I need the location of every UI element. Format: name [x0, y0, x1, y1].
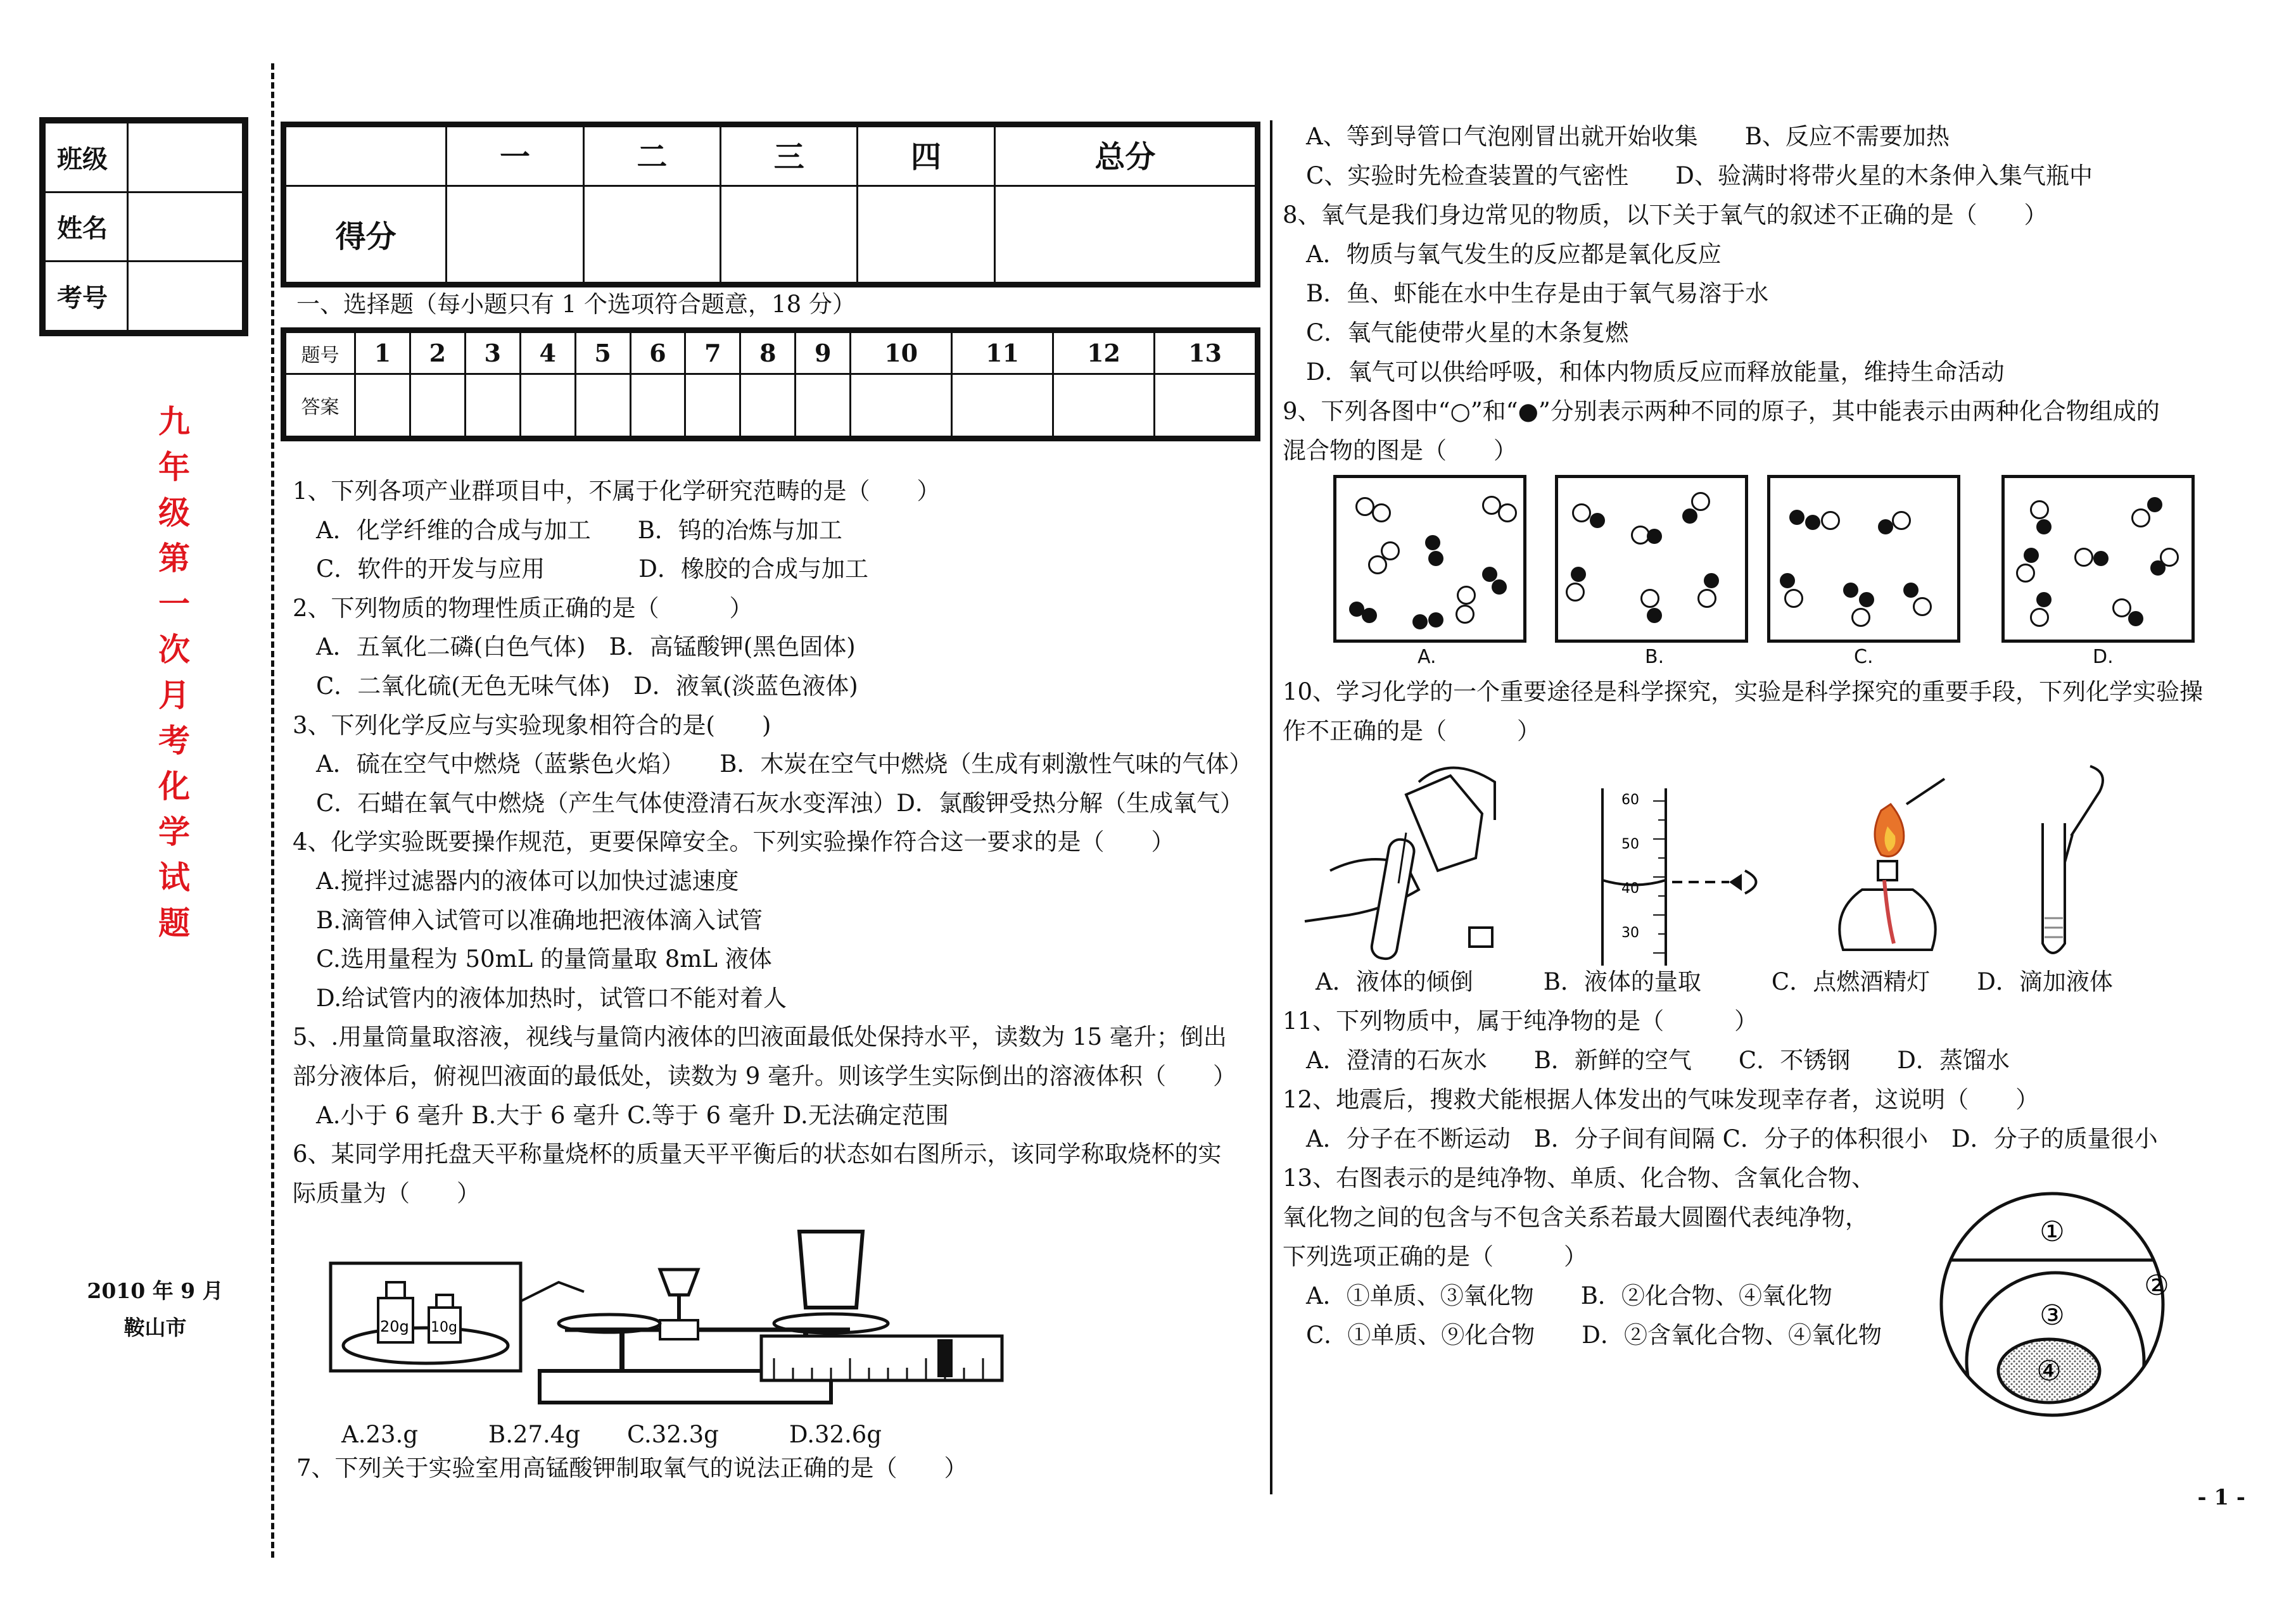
venn-label-2: ② — [2144, 1270, 2169, 1302]
q9-label-d: D. — [2093, 646, 2114, 668]
alcohol-lamp-figure — [1818, 766, 1963, 969]
question-number-cell: 12 — [1053, 332, 1155, 374]
score-header-total: 总分 — [994, 127, 1255, 186]
answer-label: 答案 — [286, 374, 355, 437]
question-line: 部分液体后，俯视凹液面的最低处，读数为 9 毫升。则该学生实际倒出的溶液体积（ ） — [293, 1063, 1237, 1090]
answer-cell[interactable] — [1155, 374, 1256, 437]
class-label: 班级 — [45, 123, 128, 192]
location-line: 鞍山市 — [124, 1315, 187, 1340]
q9-box-b — [1555, 475, 1748, 643]
score-header-3: 三 — [721, 127, 858, 186]
question-line: 8、氧气是我们身边常见的物质，以下关于氧气的叙述不正确的是（ ） — [1283, 201, 2048, 229]
answer-cell[interactable] — [355, 374, 410, 437]
q9-label-a: A. — [1418, 646, 1437, 668]
score-cell[interactable] — [447, 186, 583, 282]
section1-title: 一、选择题（每小题只有 1 个选项符合题意，18 分） — [296, 291, 856, 318]
dropper-figure — [2014, 760, 2122, 969]
question-line: 11、下列物质中，属于纯净物的是（ ） — [1283, 1007, 1758, 1035]
question-line: 混合物的图是（ ） — [1283, 437, 1517, 464]
question-number-cell: 3 — [465, 332, 520, 374]
column-divider — [1270, 120, 1272, 1494]
answer-table — [281, 327, 1260, 441]
question-line: 3、下列化学反应与实验现象相符合的是( ) — [293, 711, 771, 739]
q9-box-d — [2001, 475, 2195, 643]
question-line: A．五氧化二磷(白色气体) B．高锰酸钾(黑色固体) — [293, 633, 856, 661]
name-label: 姓名 — [45, 192, 128, 262]
tick-30: 30 — [1621, 925, 1639, 941]
answer-cell[interactable] — [685, 374, 740, 437]
answer-cell[interactable] — [410, 374, 465, 437]
graduated-cylinder-figure — [1583, 782, 1780, 972]
question-number-cell: 9 — [796, 332, 851, 374]
question-line: A．硫在空气中燃烧（蓝紫色火焰） B．木炭在空气中燃烧（生成有刺激性气味的气体） — [293, 750, 1253, 778]
question-line: 氧化物之间的包含与不包含关系若最大圆圈代表纯净物， — [1283, 1204, 1868, 1231]
score-cell[interactable] — [994, 186, 1255, 282]
answer-cell[interactable] — [796, 374, 851, 437]
student-info-box — [39, 117, 248, 336]
question-number-cell: 2 — [410, 332, 465, 374]
question-number-cell: 11 — [952, 332, 1053, 374]
class-field[interactable] — [128, 123, 243, 192]
score-header-2: 二 — [583, 127, 720, 186]
question-line: A．①单质、③氧化物 B．②化合物、④氧化物 — [1283, 1282, 1832, 1309]
question-line: 作不正确的是（ ） — [1283, 717, 1540, 745]
question-line: 13、右图表示的是纯净物、单质、化合物、含氧化合物、 — [1283, 1164, 1875, 1192]
vertical-exam-title: 九年级第一次月考化学试题 — [158, 403, 190, 942]
q10-options: A．液体的倾倒 B．液体的量取 C．点燃酒精灯 D．滴加液体 — [1292, 968, 2113, 995]
q9-box-a — [1333, 475, 1526, 643]
question-line: C．①单质、⑨化合物 D．②含氧化合物、④氧化物 — [1283, 1321, 1882, 1349]
score-cell[interactable] — [721, 186, 858, 282]
answer-cell[interactable] — [1053, 374, 1155, 437]
question-number-cell: 10 — [851, 332, 952, 374]
question-line: 1、下列各项产业群项目中，不属于化学研究范畴的是（ ） — [293, 477, 941, 505]
question-line: 9、下列各图中“○”和“●”分别表示两种不同的原子，其中能表示由两种化合物组成的 — [1283, 398, 2160, 425]
weight-20g-label: 20g — [380, 1318, 409, 1335]
score-header-1: 一 — [447, 127, 583, 186]
answer-cell[interactable] — [465, 374, 520, 437]
tick-50: 50 — [1621, 836, 1639, 852]
question-line: D.给试管内的液体加热时，试管口不能对着人 — [293, 984, 787, 1012]
score-cell[interactable] — [583, 186, 720, 282]
question-line: A．分子在不断运动 B．分子间有间隔 C．分子的体积很小 D．分子的质量很小 — [1283, 1125, 2158, 1152]
page-number: - 1 - — [2197, 1485, 2245, 1510]
question-line: B.滴管伸入试管可以准确地把液体滴入试管 — [293, 906, 763, 934]
q9-label-b: B. — [1645, 646, 1665, 668]
question-line: 2、下列物质的物理性质正确的是（ ） — [293, 594, 753, 622]
date-line: 2010 年 9 月 — [87, 1278, 224, 1303]
question-line: C.选用量程为 50mL 的量筒量取 8mL 液体 — [293, 945, 772, 973]
score-cell[interactable] — [858, 186, 994, 282]
question-line: 12、地震后，搜救犬能根据人体发出的气味发现幸存者，这说明（ ） — [1283, 1086, 2039, 1113]
binding-dashed-line — [271, 63, 274, 1558]
q7-text: 7、下列关于实验室用高锰酸钾制取氧气的说法正确的是（ ） — [296, 1454, 968, 1482]
venn-label-3: ③ — [2039, 1299, 2065, 1332]
balance-figure — [318, 1213, 1008, 1409]
exam-number-field[interactable] — [128, 262, 243, 331]
question-number-cell: 4 — [520, 332, 575, 374]
question-line: 5、.用量筒量取溶液，视线与量筒内液体的凹液面最低处保持水平，读数为 15 毫升；倒出 — [293, 1023, 1227, 1051]
question-number-cell: 13 — [1155, 332, 1256, 374]
question-number-cell: 7 — [685, 332, 740, 374]
tick-40: 40 — [1621, 881, 1639, 897]
pouring-liquid-figure — [1292, 757, 1501, 966]
question-line: A.小于 6 毫升 B.大于 6 毫升 C.等于 6 毫升 D.无法确定范围 — [293, 1101, 949, 1129]
question-line: C．软件的开发与应用 D．橡胶的合成与加工 — [293, 555, 868, 583]
answer-cell[interactable] — [575, 374, 630, 437]
score-header-blank — [286, 127, 447, 186]
question-line: A．化学纤维的合成与加工 B．钨的冶炼与加工 — [293, 516, 842, 544]
q6-options: A.23.g B.27.4g C.32.3g D.32.6g — [318, 1421, 882, 1448]
score-header-4: 四 — [858, 127, 994, 186]
q9-box-c — [1767, 475, 1960, 643]
question-line: A．澄清的石灰水 B．新鲜的空气 C．不锈钢 D．蒸馏水 — [1283, 1047, 2010, 1074]
question-number-cell: 6 — [630, 332, 685, 374]
question-line: C、实验时先检查装置的气密性 D、验满时将带火星的木条伸入集气瓶中 — [1283, 162, 2093, 189]
question-line: A.搅拌过滤器内的液体可以加快过滤速度 — [293, 867, 739, 895]
question-number-cell: 5 — [575, 332, 630, 374]
answer-cell[interactable] — [952, 374, 1053, 437]
question-number-cell: 8 — [740, 332, 796, 374]
question-line: B．鱼、虾能在水中生存是由于氧气易溶于水 — [1283, 280, 1769, 307]
answer-cell[interactable] — [851, 374, 952, 437]
exam-number-label: 考号 — [45, 262, 128, 331]
question-line: D．氧气可以供给呼吸，和体内物质反应而释放能量，维持生命活动 — [1283, 358, 2005, 386]
question-line: 4、化学实验既要操作规范，更要保障安全。下列实验操作符合这一要求的是（ ） — [293, 828, 1175, 856]
name-field[interactable] — [128, 192, 243, 262]
answer-cell[interactable] — [630, 374, 685, 437]
question-line: C．二氧化硫(无色无味气体) D．液氧(淡蓝色液体) — [293, 672, 858, 700]
venn-diagram — [1919, 1190, 2185, 1418]
weight-10g-label: 10g — [431, 1320, 457, 1335]
venn-label-4: ④ — [2036, 1355, 2062, 1387]
score-row-label: 得分 — [286, 186, 447, 282]
venn-label-1: ① — [2039, 1216, 2065, 1248]
q9-label-c: C. — [1854, 646, 1874, 668]
question-line: 10、学习化学的一个重要途径是科学探究，实验是科学探究的重要手段，下列化学实验操 — [1283, 678, 2204, 705]
question-line: A．物质与氧气发生的反应都是氧化反应 — [1283, 241, 1722, 268]
question-line: A、等到导管口气泡刚冒出就开始收集 B、反应不需要加热 — [1283, 123, 1950, 150]
question-number-label: 题号 — [286, 332, 355, 374]
question-line: 际质量为（ ） — [293, 1179, 480, 1207]
question-line: C．氧气能使带火星的木条复燃 — [1283, 319, 1629, 346]
question-line: 下列选项正确的是（ ） — [1283, 1243, 1587, 1270]
score-table — [281, 122, 1260, 287]
answer-cell[interactable] — [740, 374, 796, 437]
question-line: 6、某同学用托盘天平称量烧杯的质量天平平衡后的状态如右图所示，该同学称取烧杯的实 — [293, 1140, 1222, 1168]
answer-cell[interactable] — [520, 374, 575, 437]
question-line: C．石蜡在氧气中燃烧（产生气体使澄清石灰水变浑浊）D．氯酸钾受热分解（生成氧气） — [293, 789, 1243, 817]
question-number-cell: 1 — [355, 332, 410, 374]
exam-date — [76, 1273, 234, 1346]
tick-60: 60 — [1621, 792, 1639, 808]
